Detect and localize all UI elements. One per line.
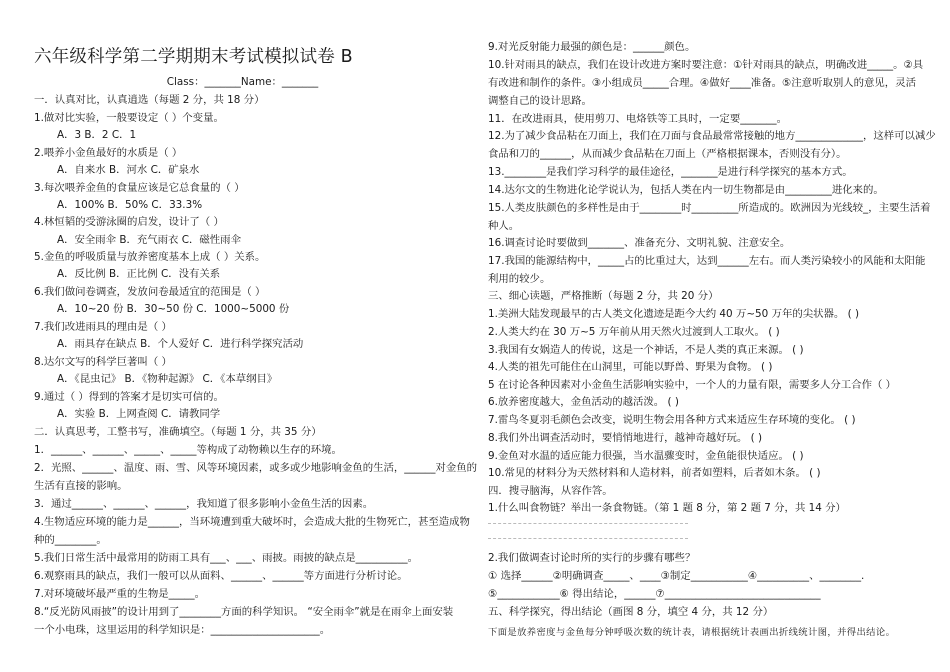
section-3-heading: 三、细心读题，严格推断（每题 2 分，共 20 分） xyxy=(488,290,719,302)
question-text: 13.________是我们学习科学的最佳途径，_______是进行科学探究的基本方式。 xyxy=(488,166,853,178)
question-text-continued: 种人。 xyxy=(488,220,520,232)
question-text: 1.什么叫食物链？举出一条食物链。（第 1 题 8 分，第 2 题 7 分，共 14 分） xyxy=(488,502,846,514)
true-false-item: 2.人类大约在 30 万~5 万年前从用天然火过渡到人工取火。 ( ) xyxy=(488,326,780,338)
true-false-item: 9.金鱼对水温的适应能力很强，当水温骤变时，金鱼能很快适应。 ( ) xyxy=(488,450,804,462)
question-text: 9.对光反射能力最强的颜色是：______颜色。 xyxy=(488,41,696,53)
question-text: 1．______、______、_____、_____等构成了动物赖以生存的环境。 xyxy=(34,444,342,456)
question-text: 7.我们改进雨具的理由是（ ） xyxy=(34,321,172,333)
true-false-item: 1.美洲大陆发现最早的古人类文化遗迹是距今大约 40 万~50 万年的尖状器。 ( ) xyxy=(488,308,860,320)
question-options: A．自来水 B．河水 C．矿泉水 xyxy=(57,164,200,176)
question-text: 9.通过（ ）得到的答案才是切实可信的。 xyxy=(34,391,224,403)
answer-line xyxy=(488,538,688,539)
question-text: 17.我国的能源结构中，_____占的比重过大，达到______左右。而人类污染较小的风能和太阳能 xyxy=(488,255,926,267)
question-text-continued: 调整自己的设计思路。 xyxy=(488,95,592,107)
question-text: 5.金鱼的呼吸质量与放养密度基本上成（ ）关系。 xyxy=(34,251,266,263)
question-text: 7.对环境破坏最严重的生物是_____。 xyxy=(34,588,205,600)
fill-in-steps: ⑤____________⑥ 得出结论，______⑦______________________________ xyxy=(488,588,821,600)
question-text-continued: 生活有直接的影响。 xyxy=(34,480,128,492)
true-false-item: 5 在讨论各种因素对小金鱼生活影响实验中，一个人的力量有限，需要多人分工合作（ ） xyxy=(488,379,897,391)
question-text-continued: 食品和刀的______，从而减少食品粘在刀面上（严格根据课本，否则没有分）。 xyxy=(488,148,847,160)
question-text: 11．在改进雨具，使用剪刀、电烙铁等工具时，一定要_______。 xyxy=(488,113,787,125)
question-text-continued: 有改进和制作的条件。③小组成员_____合理。④做好____准备。⑤注意听取别人的意见，灵活 xyxy=(488,77,916,89)
question-options: A．安全雨伞 B．充气雨衣 C．磁性雨伞 xyxy=(57,234,241,246)
question-text: 14.达尔文的生物进化论学说认为，包括人类在内一切生物都是由_________进化来的。 xyxy=(488,184,884,196)
question-options: A．3 B．2 C．1 xyxy=(57,129,137,141)
section-4-heading: 四．搜寻脑海，从容作答。 xyxy=(488,485,613,497)
question-text: 4.生物适应环境的能力是______，当环境遭到重大破坏时，会造成大批的生物死亡，甚至造成物 xyxy=(34,516,470,528)
true-false-item: 3.我国有女娲造人的传说，这是一个神话，不是人类的真正来源。 ( ) xyxy=(488,344,804,356)
question-options: A．《昆虫记》 B．《物种起源》 C．《本草纲目》 xyxy=(57,373,278,385)
question-text: 6.观察雨具的缺点，我们一般可以从面料、______、______等方面进行分析讨论。 xyxy=(34,570,408,582)
true-false-item: 8.我们外出调查活动时，要悄悄地进行，越神奇越好玩。 ( ) xyxy=(488,432,762,444)
question-text: 2．光照、______、温度、雨、雪、风等环境因素，或多或少地影响金鱼的生活，______对金鱼的 xyxy=(34,462,478,474)
question-text: 1.做对比实验，一般要设定（ ）个变量。 xyxy=(34,112,224,124)
true-false-item: 6.放养密度越大，金鱼活动的越活泼。 ( ) xyxy=(488,396,679,408)
question-options: A．100% B．50% C．33.3% xyxy=(57,199,203,211)
question-options: A．10~20 份 B．30~50 份 C．1000~5000 份 xyxy=(57,303,290,315)
question-text-continued: 种的________。 xyxy=(34,534,107,546)
instruction-note: 下面是放养密度与金鱼每分钟呼吸次数的统计表，请根据统计表画出折线统计图，并得出结论。 xyxy=(488,627,896,638)
question-text: 3．通过______、______、______，我知道了很多影响小金鱼生活的因素。 xyxy=(34,498,374,510)
true-false-item: 7.雷鸟冬夏羽毛颜色会改变，说明生物会用各种方式来适应生存环境的变化。 ( ) xyxy=(488,414,856,426)
question-text-continued: 一个小电珠，这里运用的科学知识是：_____________________。 xyxy=(34,624,331,636)
section-1-heading: 一．认真对比，认真逍选（每题 2 分，共 18 分） xyxy=(34,94,265,106)
question-text: 2.我们做调查讨论时所的实行的步骤有哪些？ xyxy=(488,552,696,564)
true-false-item: 10.常见的材料分为天然材料和人造材料，前者如塑料，后者如木条。 ( ) xyxy=(488,467,821,479)
question-text: 8.“反光防风雨披”的设计用到了________方面的科学知识。 “安全雨伞”就是在雨伞上面安装 xyxy=(34,606,454,618)
question-options: A．实验 B．上网查阅 C．请教同学 xyxy=(57,408,221,420)
question-text-continued: 利用的较少。 xyxy=(488,273,551,285)
exam-title: 六年级科学第二学期期末考试模拟试卷 B xyxy=(34,47,353,67)
question-text: 5.我们日常生活中最常用的防雨工具有___、___、雨披。雨披的缺点是__________。 xyxy=(34,552,418,564)
question-text: 3.每次喂养金鱼的食量应该是它总食量的（ ） xyxy=(34,182,245,194)
fill-in-steps: ① 选择______②明确调查_____、____③制定___________④__________、________. xyxy=(488,570,865,582)
true-false-item: 4.人类的祖先可能住在山洞里，可能以野兽、野果为食物。 ( ) xyxy=(488,361,773,373)
question-text: 10.针对雨具的缺点，我们在设计改进方案时要注意：①针对雨具的缺点，明确改进_____。②具 xyxy=(488,59,924,71)
answer-line xyxy=(488,523,688,524)
question-text: 12.为了减少食品粘在刀面上，我们在刀面与食品最常常接触的地方_____________，这样可以减少 xyxy=(488,130,936,142)
section-2-heading: 二．认真思考，工整书写，准确填空。（每题 1 分，共 35 分） xyxy=(34,426,322,438)
class-name-line: Class：_______Name：_______ xyxy=(166,76,319,88)
question-options: A．反比例 B．正比例 C．没有关系 xyxy=(57,268,221,280)
question-text: 2.喂养小金鱼最好的水质是（ ） xyxy=(34,147,183,159)
question-options: A．雨具存在缺点 B．个人爱好 C．进行科学探究活动 xyxy=(57,338,304,350)
question-text: 8.达尔文写的科学巨著叫（ ） xyxy=(34,356,172,368)
question-text: 15.人类皮肤颜色的多样性是由于________时_________所造成的。欧洲因为光线较_，主要生活着 xyxy=(488,202,931,214)
question-text: 4.林恒韬的受游泳圈的启发，设计了（ ） xyxy=(34,216,224,228)
question-text: 16.调查讨论时要做到_______、准备充分、文明礼貌、注意安全。 xyxy=(488,237,791,249)
question-text: 6.我们做问卷调查，发放问卷最适宜的范围是（ ） xyxy=(34,286,266,298)
section-5-heading: 五、科学探究，得出结论（画图 8 分，填空 4 分，共 12 分） xyxy=(488,606,774,618)
